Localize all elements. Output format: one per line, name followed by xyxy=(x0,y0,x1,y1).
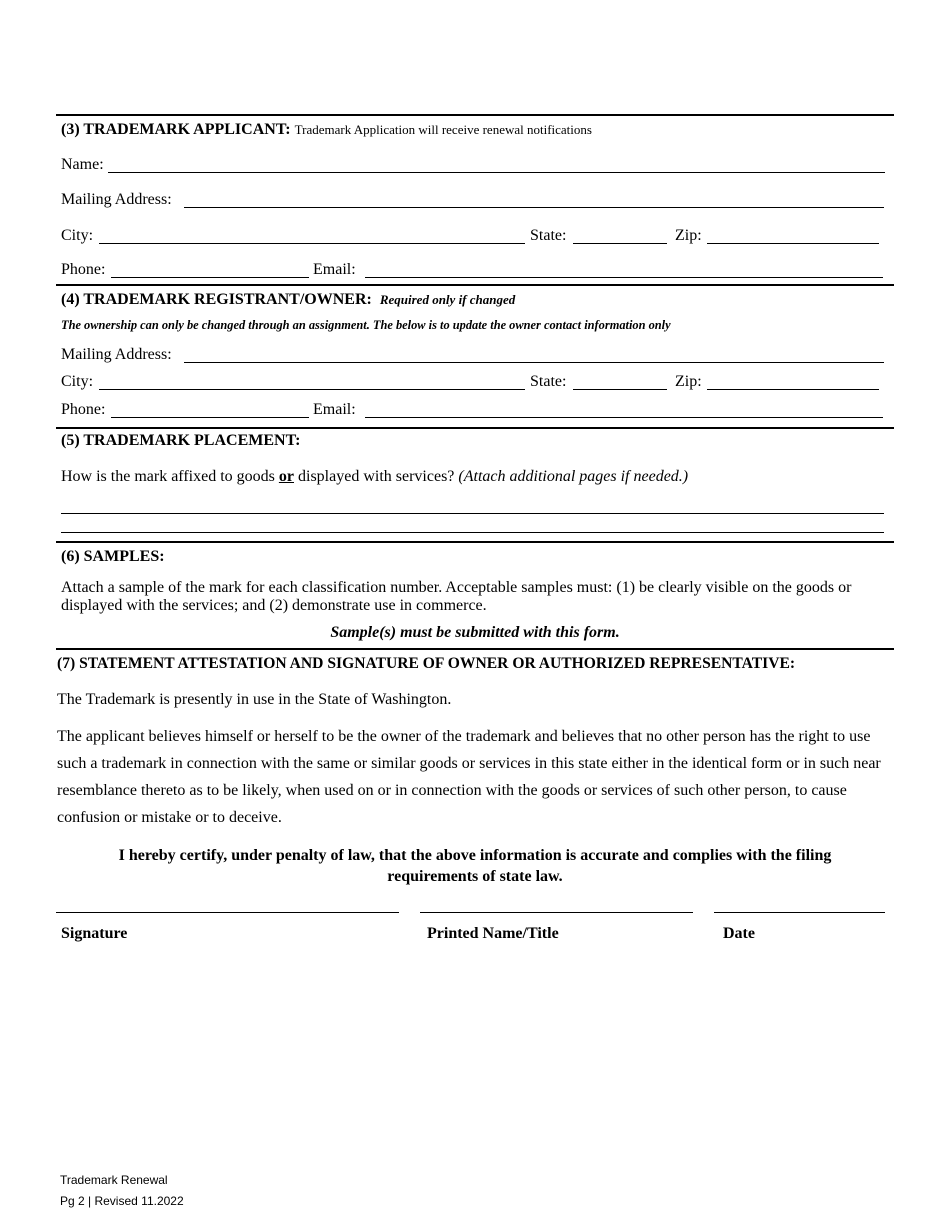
applicant-name-label: Name: xyxy=(61,156,104,173)
owner-mailing-field[interactable] xyxy=(184,362,884,363)
placement-answer-line-2[interactable] xyxy=(61,532,884,533)
printed-name-label: Printed Name/Title xyxy=(427,925,559,942)
applicant-email-field[interactable] xyxy=(365,277,883,278)
section4-top-rule xyxy=(56,284,894,286)
date-label: Date xyxy=(723,925,755,942)
section3-top-rule xyxy=(56,114,894,116)
placement-question-end: displayed with services? xyxy=(294,468,455,485)
printed-name-line[interactable] xyxy=(420,912,693,913)
section6-top-rule xyxy=(56,541,894,543)
section4-header xyxy=(61,291,515,309)
owner-email-label: Email: xyxy=(313,401,356,418)
section7-top-rule xyxy=(56,648,894,650)
owner-zip-label: Zip: xyxy=(675,373,702,390)
samples-required-note: Sample(s) must be submitted with this form. xyxy=(330,624,620,641)
section7-title: (7) STATEMENT ATTESTATION AND SIGNATURE OF OWNER OR AUTHORIZED REPRESENTATIVE: xyxy=(57,655,796,672)
applicant-mailing-label: Mailing Address: xyxy=(61,191,172,208)
section4-instruction: The ownership can only be changed through an assignment. The below is to update the owner contact information only xyxy=(61,318,671,332)
owner-phone-field[interactable] xyxy=(111,417,309,418)
applicant-email-label: Email: xyxy=(313,261,356,278)
section3-title: (3) TRADEMARK APPLICANT: xyxy=(61,121,291,138)
applicant-zip-field[interactable] xyxy=(707,243,879,244)
statement-ownership: The applicant believes himself or herself to be the owner of the trademark and believes that no other person has the right to use such a trademark in connection with the same or similar goods or services in this state either in the identical form or in such near resemblance thereto as to be likely, when used on or in connection with the goods or services of such other person, to cause confusion or mistake or to deceive. xyxy=(57,728,881,826)
applicant-mailing-field[interactable] xyxy=(184,207,884,208)
section6-title: (6) SAMPLES: xyxy=(61,548,165,565)
footer-form-name: Trademark Renewal xyxy=(60,1173,168,1187)
placement-answer-line-1[interactable] xyxy=(61,513,884,514)
statement-in-use: The Trademark is presently in use in the State of Washington. xyxy=(57,691,452,708)
placement-question-note: (Attach additional pages if needed.) xyxy=(458,468,689,485)
owner-phone-label: Phone: xyxy=(61,401,106,418)
section4-note: Required only if changed xyxy=(379,292,516,307)
signature-label: Signature xyxy=(61,925,128,942)
owner-mailing-label: Mailing Address: xyxy=(61,346,172,363)
samples-instructions: Attach a sample of the mark for each classification number. Acceptable samples must: (1) be clearly visible on the goods or displayed with the services; and (2) demonstrate use in commerce. xyxy=(61,579,852,614)
owner-state-label: State: xyxy=(530,373,567,390)
section4-title: (4) TRADEMARK REGISTRANT/OWNER: xyxy=(61,291,372,308)
applicant-state-label: State: xyxy=(530,227,567,244)
applicant-zip-label: Zip: xyxy=(675,227,702,244)
owner-email-field[interactable] xyxy=(365,417,883,418)
owner-city-label: City: xyxy=(61,373,94,390)
owner-city-field[interactable] xyxy=(99,389,525,390)
section5-top-rule xyxy=(56,427,894,429)
owner-zip-field[interactable] xyxy=(707,389,879,390)
section5-title: (5) TRADEMARK PLACEMENT: xyxy=(61,432,301,449)
applicant-phone-label: Phone: xyxy=(61,261,106,278)
footer-page-info: Pg 2 | Revised 11.2022 xyxy=(60,1194,184,1208)
applicant-state-field[interactable] xyxy=(573,243,667,244)
section3-note: Trademark Application will receive renewal notifications xyxy=(294,122,592,137)
applicant-city-field[interactable] xyxy=(99,243,525,244)
signature-line[interactable] xyxy=(56,912,399,913)
applicant-name-field[interactable] xyxy=(108,172,885,173)
certification-statement: I hereby certify, under penalty of law, that the above information is accurate and complies with the filing requirements of state law. xyxy=(118,847,832,885)
owner-state-field[interactable] xyxy=(573,389,667,390)
placement-question xyxy=(61,468,688,486)
section3-header xyxy=(61,121,592,139)
placement-question-start: How is the mark affixed to goods xyxy=(61,468,279,485)
applicant-city-label: City: xyxy=(61,227,94,244)
placement-question-or: or xyxy=(278,468,294,485)
date-line[interactable] xyxy=(714,912,885,913)
applicant-phone-field[interactable] xyxy=(111,277,309,278)
